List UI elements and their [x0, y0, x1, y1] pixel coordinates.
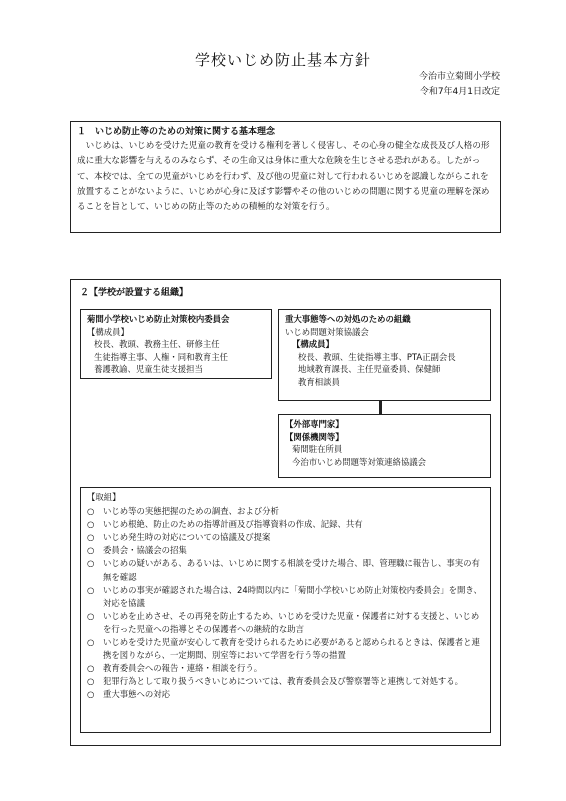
circle-bullet-icon: ○ — [87, 610, 95, 621]
action-item — [87, 610, 484, 636]
committee-members-label: 【構成員】 — [87, 326, 129, 337]
action-item — [87, 675, 484, 688]
action-text: 委員会・協議会の招集 — [103, 545, 187, 556]
revision-date: 令和7年4月1日改定 — [419, 87, 500, 97]
action-item — [87, 544, 484, 557]
serious-subtitle: いじめ問題対策協議会 — [285, 326, 369, 337]
action-text: いじめ発生時の対応についての協議及び提案 — [103, 532, 271, 543]
action-item — [87, 662, 484, 675]
circle-bullet-icon: ○ — [87, 689, 95, 700]
committee-title: 菊間小学校いじめ防止対策校内委員会 — [87, 314, 230, 324]
connector-line — [379, 401, 382, 414]
document-meta — [419, 70, 500, 100]
circle-bullet-icon: ○ — [87, 545, 95, 556]
circle-bullet-icon: ○ — [87, 506, 95, 517]
section2-heading: ２【学校が設置する組織】 — [80, 288, 189, 298]
document-title: 学校いじめ防止基本方針 — [194, 51, 371, 69]
action-text: いじめの事実が確認された場合は、24時間以内に「菊間小学校いじめ防止対策校内委員会」を開き、対応を協議 — [103, 584, 482, 608]
committee-member-line: 生徒指導主事、人権・同和教育主任 — [94, 351, 228, 362]
action-text: いじめを受けた児童が安心して教育を受けられるために必要があると認められるときは、保護者と連携を図りながら、一定期間、別室等において学習を行う等の措置 — [103, 637, 480, 661]
circle-bullet-icon: ○ — [87, 663, 95, 674]
section1-body: いじめは、いじめを受けた児童の教育を受ける権利を著しく侵害し、その心身の健全な成長及び人格の形成に重大な影響を与えるのみならず、その生命又は身体に重大な危険を生じさせる恐れがある。したがって、本校では、全ての児童がいじめを行わず、及び他の児童に対して行われるいじめを認識しながらこれを放置することがないように、いじめが心身に及ぼす影響やその他のいじめの問題に関する児童の理解を深めることを旨として、いじめの防止等のための積極的な対策を行う。 — [77, 141, 490, 213]
related-agencies-label: 【関係機関等】 — [285, 431, 344, 442]
action-item — [87, 636, 484, 662]
actions-label: 【取組】 — [87, 492, 121, 502]
committee-member-line: 養護教諭、児童生徒支援担当 — [94, 364, 203, 375]
action-text: いじめを止めさせ、その再発を防止するため、いじめを受けた児童・保護者に対する支援と、いじめを行った児童への指導とその保護者への継続的な助言 — [103, 610, 480, 634]
action-item — [87, 688, 484, 701]
section-basic-principle — [70, 121, 501, 233]
circle-bullet-icon: ○ — [87, 519, 95, 530]
action-item — [87, 584, 484, 610]
serious-incident-box — [278, 309, 491, 401]
circle-bullet-icon: ○ — [87, 532, 95, 543]
serious-member-line: 教育相談員 — [298, 376, 340, 387]
circle-bullet-icon: ○ — [87, 558, 95, 569]
section1-heading: １ いじめ防止等のための対策に関する基本理念 — [77, 127, 276, 137]
school-name: 今治市立菊間小学校 — [418, 72, 500, 82]
circle-bullet-icon: ○ — [87, 676, 95, 687]
action-text: いじめの疑いがある、あるいは、いじめに関する相談を受けた場合、即、管理職に報告し、事実の有無を確認 — [103, 558, 480, 582]
committee-member-line: 校長、教頭、教務主任、研修主任 — [94, 339, 220, 350]
action-item — [87, 557, 484, 583]
serious-title: 重大事態等への対処のための組織 — [285, 314, 411, 324]
action-text: 教育委員会への報告・連絡・相談を行う。 — [103, 663, 263, 674]
action-text: いじめ等の実態把握のための調査、および分析 — [103, 506, 279, 517]
serious-member-line: 校長、教頭、生徒指導主事、PTA正副会長 — [298, 351, 456, 362]
external-member-line: 菊間駐在所員 — [292, 444, 343, 455]
external-member-line: 今治市いじめ問題等対策連絡協議会 — [292, 456, 426, 467]
actions-box — [80, 487, 491, 733]
serious-members-label: 【構成員】 — [292, 339, 334, 350]
committee-box — [80, 309, 272, 379]
circle-bullet-icon: ○ — [87, 637, 95, 648]
serious-member-line: 地域教育課長、主任児童委員、保健師 — [298, 364, 441, 375]
action-text: いじめ根絶、防止のための指導計画及び指導資料の作成、記録、共有 — [103, 519, 363, 530]
action-item — [87, 518, 484, 531]
action-item — [87, 505, 484, 518]
action-item — [87, 531, 484, 544]
external-experts-label: 【外部専門家】 — [285, 419, 344, 429]
action-text: 重大事態への対応 — [103, 689, 170, 700]
circle-bullet-icon: ○ — [87, 584, 95, 595]
action-text: 犯罪行為として取り扱うべきいじめについては、教育委員会及び警察署等と連携して対処する。 — [103, 676, 463, 687]
external-box — [278, 414, 491, 478]
